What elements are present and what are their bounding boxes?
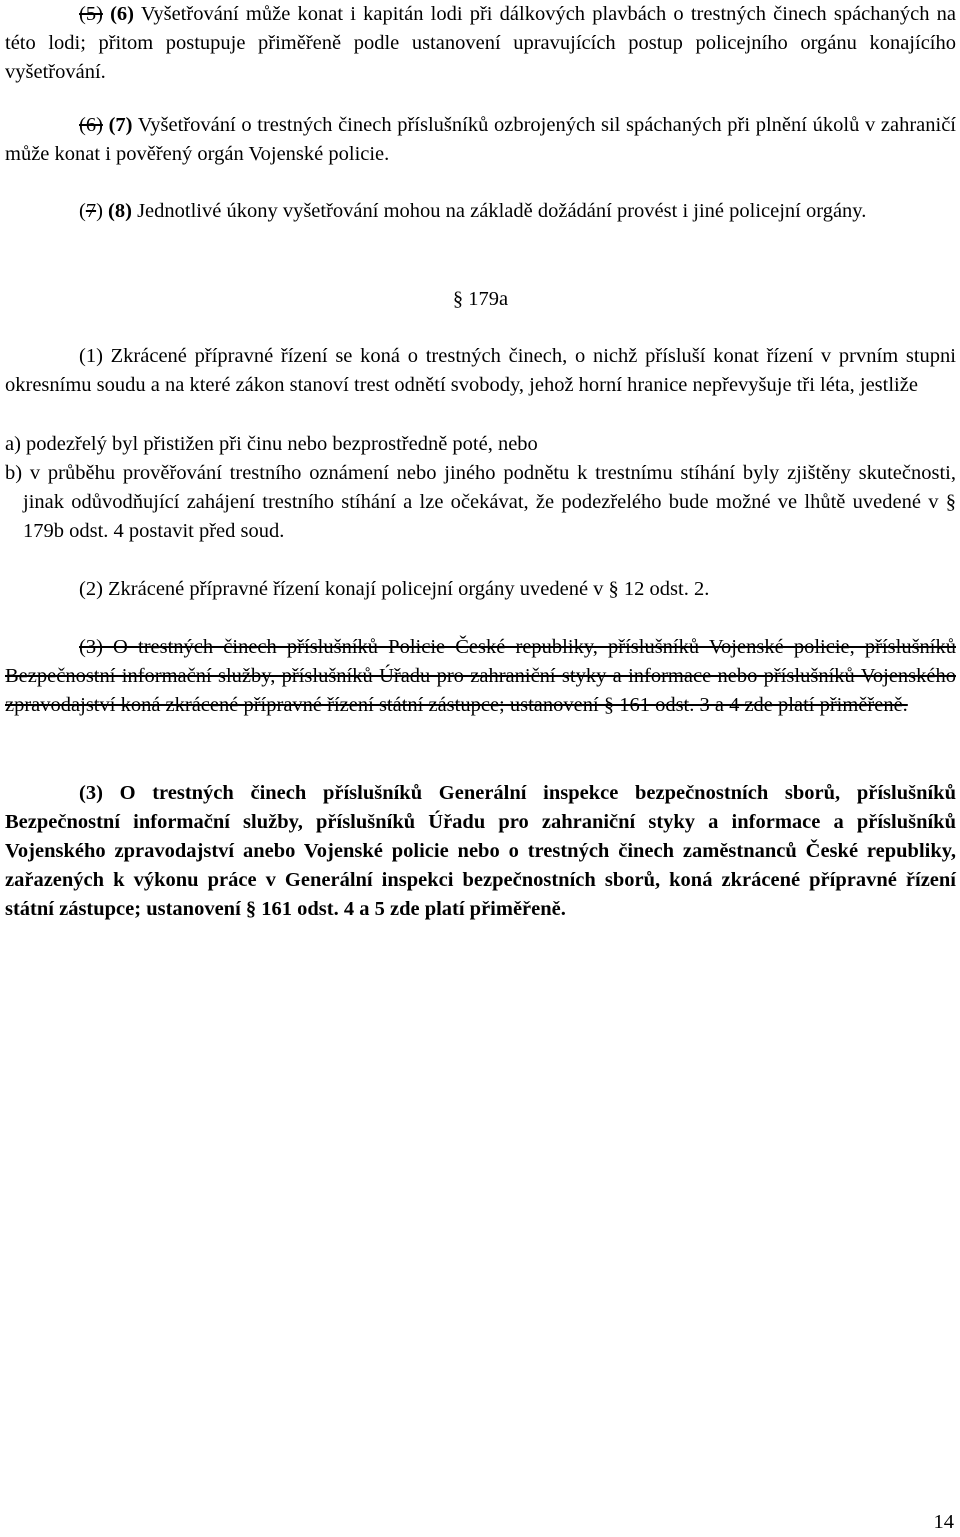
page-number: 14 [933, 1511, 954, 1533]
paragraph-text: Vyšetřování může konat i kapitán lodi při dálkových plavbách o trestných činech spáchaných na této lodi; přitom postupuje přiměřeně podle ustanovení upravujících postup policejního orgánu konajícího vyšetřování. [5, 3, 957, 83]
subsection-1-intro: (1) Zkrácené přípravné řízení se koná o trestných činech, o nichž přísluší konat řízení v prvním stupni okresnímu soudu a na které zákon stanoví trest odnětí svobody, jehož horní hranice nepřevyšuje tři léta, jestliže [5, 345, 956, 396]
item-a: a) podezřelý byl přistižen při činu nebo bezprostředně poté, nebo [5, 433, 538, 455]
close-paren: ) [96, 200, 103, 222]
paragraph-text: Vyšetřování o trestných činech příslušníků ozbrojených sil spáchaných při plnění úkolů v zahraničí může konat i pověřený orgán Vojenské policie. [5, 114, 957, 165]
struck-old-number: (6) [79, 114, 103, 136]
new-number: (7) [108, 114, 133, 136]
item-b: b) v průběhu prověřování trestního oznámení nebo jiného podnětu k trestnímu stíhání byly zjištěny skutečnosti, jinak odůvodňující zahájení trestního stíhání a lze očekávat, že podezřelého bude možné ve lhůtě uvedené v § 179b odst. 4 postavit před soud. [5, 462, 956, 542]
open-paren: ( [79, 200, 86, 222]
struck-old-number: 7 [85, 200, 97, 222]
paragraph-5 [5, 0, 956, 87]
paragraph-text: Jednotlivé úkony vyšetřování mohou na základě dožádání provést i jiné policejní orgány. [131, 200, 867, 222]
paragraph-6 [5, 111, 956, 169]
new-number: (6) [110, 3, 134, 25]
section-heading: § 179a [452, 288, 509, 310]
subsection-3-struck: (3) O trestných činech příslušníků Policie České republiky, příslušníků Vojenské policie, příslušníků Bezpečnostní informační služby, příslušníků Úřadu pro zahraniční styky a informace nebo příslušníků Vojenského zpravodajství koná zkrácené přípravné řízení státní zástupce; ustanovení § 161 odst. 3 a 4 zde platí přiměřeně. [5, 636, 956, 716]
subsection-3-new: (3) O trestných činech příslušníků Generální inspekce bezpečnostních sborů, příslušníků Bezpečnostní informační služby, příslušníků Úřadu pro zahraniční styky a informace a příslušníků Vojenského zpravodajství anebo Vojenské policie nebo o trestných činech zaměstnanců České republiky, zařazených k výkonu práce v Generální inspekci bezpečnostních sborů, koná zkrácené přípravné řízení státní zástupce; ustanovení § 161 odst. 4 a 5 zde platí přiměřeně. [5, 782, 956, 920]
new-number: (8) [108, 200, 132, 222]
paragraph-7 [5, 197, 956, 226]
struck-old-number: (5) [79, 3, 103, 25]
subsection-2: (2) Zkrácené přípravné řízení konají policejní orgány uvedené v § 12 odst. 2. [79, 578, 710, 600]
